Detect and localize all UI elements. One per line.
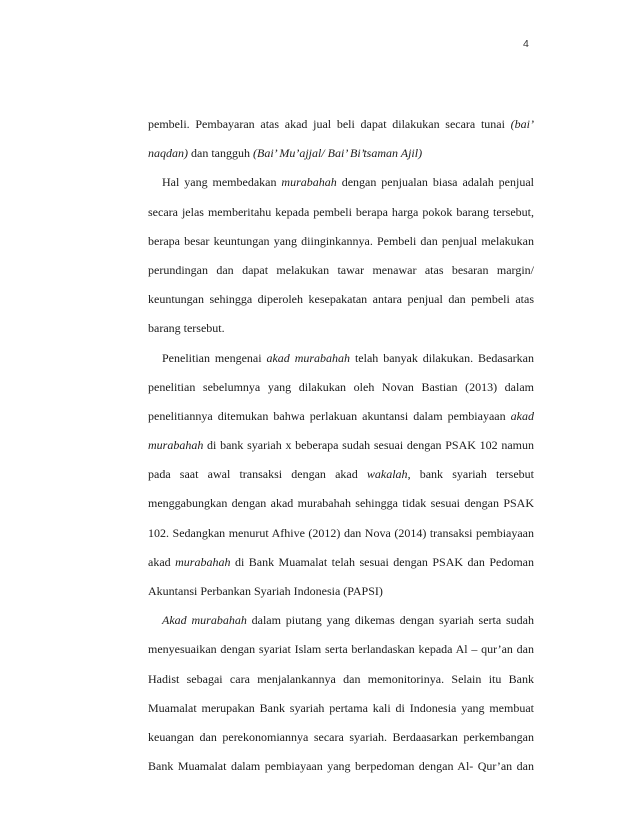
italic-term: wakalah xyxy=(366,467,408,482)
text-line xyxy=(148,402,534,431)
text-line xyxy=(148,577,534,606)
italic-term: murabahah xyxy=(148,438,204,453)
italic-term: naqdan) xyxy=(148,146,188,161)
text-line xyxy=(148,110,534,139)
text-segment: Penelitian mengenai xyxy=(162,350,267,365)
text-line xyxy=(148,285,534,314)
text-segment: di Bank Muamalat telah sesuai dengan PSAK dan Pedoman xyxy=(230,554,534,569)
text-line xyxy=(148,431,534,460)
text-segment: Akuntansi Perbankan Syariah Indonesia (PAPSI) xyxy=(148,584,383,598)
text-segment: Muamalat merupakan Bank syariah pertama kali di Indonesia yang membuat xyxy=(148,700,534,715)
text-line xyxy=(148,460,534,489)
text-line xyxy=(148,344,534,373)
text-line xyxy=(148,168,534,197)
text-segment: pada saat awal transaksi dengan akad xyxy=(148,467,367,482)
italic-term: (Bai’ Mu’ajjal/ Bai’ Bi’tsaman Ajil) xyxy=(253,146,423,161)
text-segment: keuangan dan perekonomiannya secara syariah. Berdaasarkan perkembangan xyxy=(148,729,534,744)
page-number: 4 xyxy=(523,38,529,50)
text-line xyxy=(148,694,534,723)
text-segment: penelitian sebelumnya yang dilakukan oleh Novan Bastian (2013) dalam xyxy=(148,379,534,394)
text-line xyxy=(148,635,534,664)
text-line xyxy=(148,752,534,781)
text-segment: barang tersebut. xyxy=(148,321,225,336)
italic-term: Akad murabahah xyxy=(162,613,247,628)
text-line xyxy=(148,373,534,402)
text-segment: pembeli. Pembayaran atas akad jual beli dapat dilakukan secara tunai xyxy=(148,117,511,131)
italic-term: murabahah xyxy=(281,175,337,190)
text-segment: Hal yang membedakan xyxy=(162,175,282,190)
text-segment: dan tangguh xyxy=(188,146,253,161)
text-segment: berapa besar keuntungan yang diinginkannya. Pembeli dan penjual melakukan xyxy=(148,233,534,248)
text-segment: perundingan dan dapat melakukan tawar menawar atas besaran margin/ xyxy=(148,262,534,277)
text-line xyxy=(148,665,534,694)
italic-term: murabahah xyxy=(175,554,231,569)
text-line xyxy=(148,139,534,168)
text-segment: telah banyak dilakukan. Bedasarkan xyxy=(350,350,534,365)
text-segment: akad xyxy=(148,554,176,569)
body-text xyxy=(148,110,534,781)
italic-term: akad murabahah xyxy=(266,350,351,365)
text-segment: keuntungan sehingga diperoleh kesepakatan antara penjual dan pembeli atas xyxy=(148,292,534,307)
italic-term: akad xyxy=(510,408,534,423)
text-line xyxy=(148,198,534,227)
text-segment: 102. Sedangkan menurut Afhive (2012) dan Nova (2014) transaksi pembiayaan xyxy=(148,525,534,540)
text-segment: di bank syariah x beberapa sudah sesuai dengan PSAK 102 namun xyxy=(203,438,534,453)
text-line xyxy=(148,723,534,752)
text-line xyxy=(148,606,534,635)
text-segment: menyesuaikan dengan syariat Islam serta berlandaskan kepada Al – qur’an dan xyxy=(148,642,534,657)
text-line xyxy=(148,519,534,548)
text-line xyxy=(148,256,534,285)
text-line xyxy=(148,489,534,518)
text-line xyxy=(148,548,534,577)
text-segment: menggabungkan dengan akad murabahah sehingga tidak sesuai dengan PSAK xyxy=(148,496,534,511)
text-segment: Hadist sebagai cara menjalankannya dan memonitorinya. Selain itu Bank xyxy=(148,671,534,686)
text-segment: secara jelas memberitahu kepada pembeli berapa harga pokok barang tersebut, xyxy=(148,204,534,219)
italic-term: (bai’ xyxy=(510,117,534,131)
text-segment: penelitiannya ditemukan bahwa perlakuan akuntansi dalam pembiayaan xyxy=(148,408,511,423)
text-segment: dengan penjualan biasa adalah penjual xyxy=(336,175,534,190)
text-line xyxy=(148,314,534,343)
text-segment: dalam piutang yang dikemas dengan syariah serta sudah xyxy=(246,613,534,628)
text-segment: , bank syariah tersebut xyxy=(407,467,534,482)
text-segment: Bank Muamalat dalam pembiayaan yang berpedoman dengan Al- Qur’an dan xyxy=(148,759,534,774)
text-line xyxy=(148,227,534,256)
